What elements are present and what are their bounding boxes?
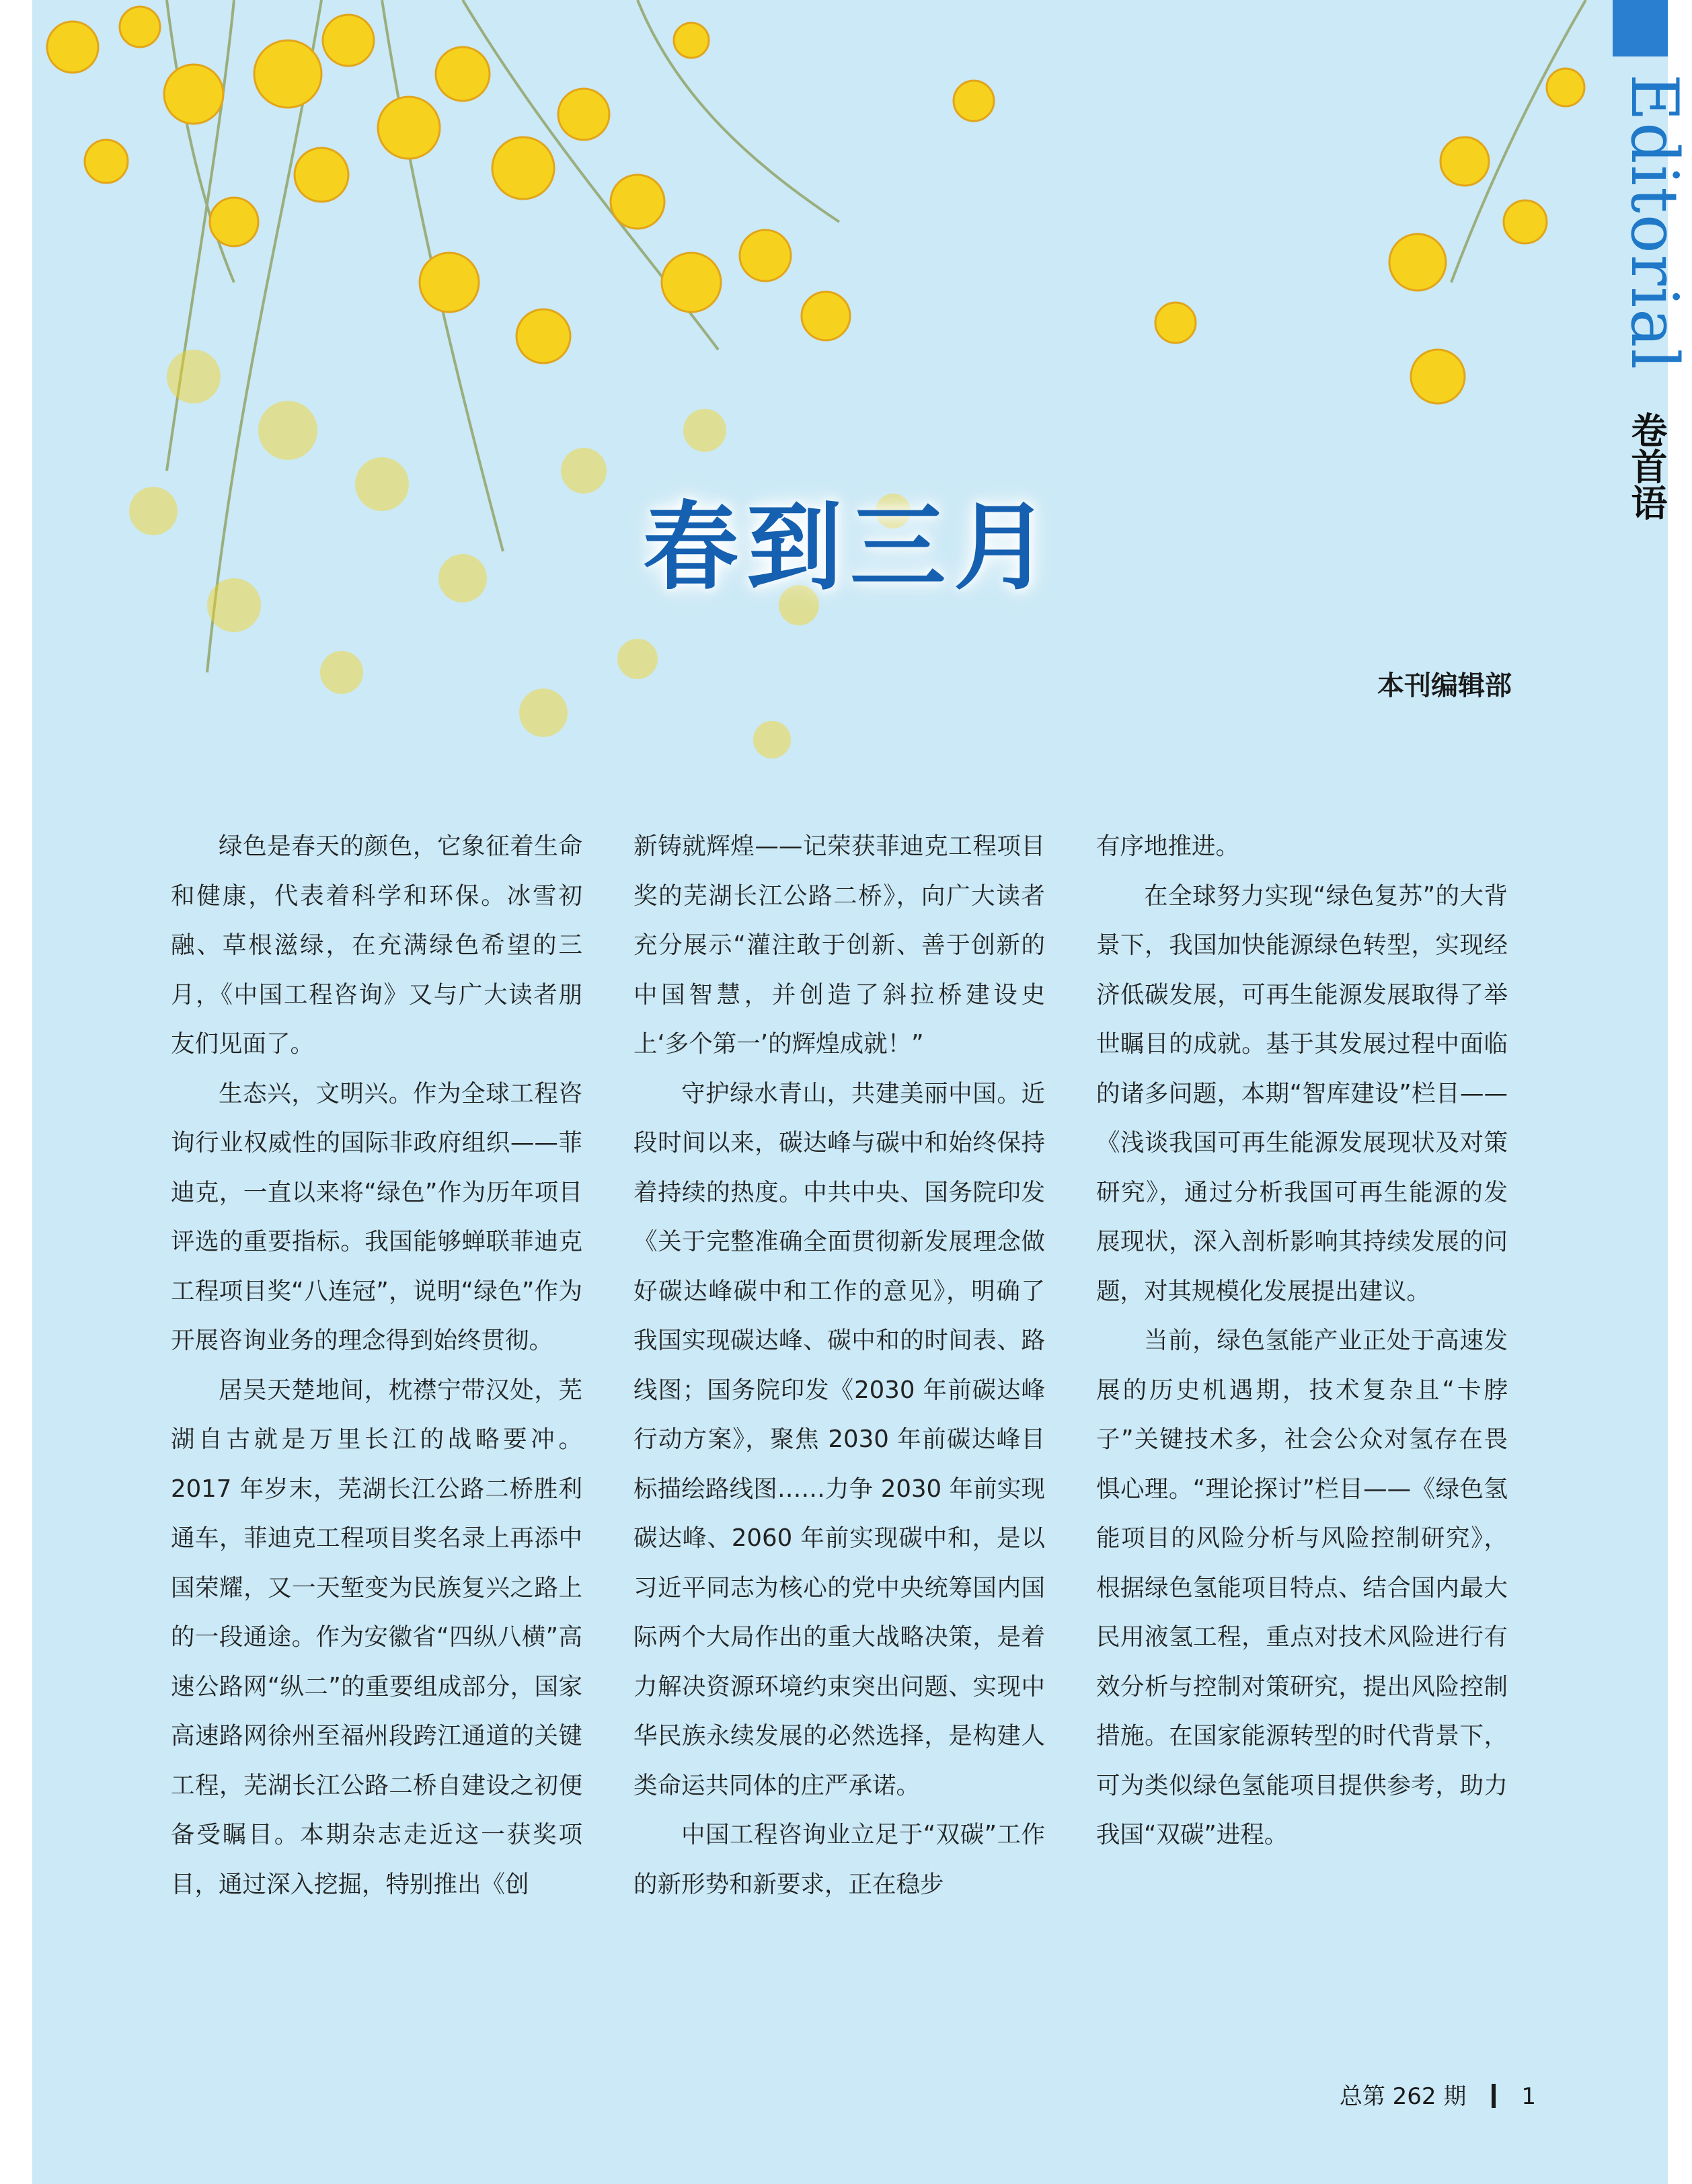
paragraph: 新铸就辉煌——记荣获菲迪克工程项目奖的芜湖长江公路二桥》，向广大读者充分展示“灌注敢于创新、善于创新的中国智慧，并创造了斜拉桥建设史上‘多个第一’的辉煌成就！”	[633, 832, 1045, 1058]
text-column-1	[171, 822, 582, 1909]
footer-divider	[1492, 2084, 1496, 2108]
article-title: 春到三月	[643, 492, 1057, 603]
paragraph: 当前，绿色氢能产业正处于高速发展的历史机遇期，技术复杂且“卡脖子”关键技术多，社会公众对氢存在畏惧心理。“理论探讨”栏目——《绿色氢能项目的风险分析与风险控制研究》，根据绿色氢能项目特点、结合国内最大民用液氢工程，重点对技术风险进行有效分析与控制对策研究，提出风险控制措施。在国家能源转型的时代背景下，可为类似绿色氢能项目提供参考，助力我国“双碳”进程。	[1096, 1327, 1508, 1848]
paragraph: 绿色是春天的颜色，它象征着生命和健康，代表着科学和环保。冰雪初融、草根滋绿，在充满绿色希望的三月，《中国工程咨询》又与广大读者朋友们见面了。	[171, 832, 582, 1058]
section-color-bar	[1613, 0, 1668, 56]
paragraph: 守护绿水青山，共建美丽中国。近段时间以来，碳达峰与碳中和始终保持着持续的热度。中共中央、国务院印发《关于完整准确全面贯彻新发展理念做好碳达峰碳中和工作的意见》，明确了我国实现碳达峰、碳中和的时间表、路线图；国务院印发《2030 年前碳达峰行动方案》，聚焦 2030 年前碳达峰目标描绘路线图……力争 2030 年前实现碳达峰、2060 年前实现碳中和，是以习近平同志为核心的党中央统筹国内国际两个大局作出的重大战略决策，是着力解决资源环境约束突出问题、实现中华民族永续发展的必然选择，是构建人类命运共同体的庄严承诺。	[633, 1079, 1045, 1799]
flower-background	[32, 0, 1668, 841]
issue-number: 总第 262 期	[1339, 2083, 1467, 2110]
section-label-en: Editorial	[1617, 74, 1692, 371]
paragraph: 生态兴，文明兴。作为全球工程咨询行业权威性的国际非政府组织——菲迪克，一直以来将“绿色”作为历年项目评选的重要指标。我国能够蝉联菲迪克工程项目奖“八连冠”，说明“绿色”作为开展咨询业务的理念得到始终贯彻。	[171, 1079, 582, 1354]
section-label-cn: 卷首语	[1625, 412, 1668, 520]
page-footer	[1340, 2078, 1536, 2111]
magazine-page	[32, 0, 1692, 2184]
paragraph: 居吴天楚地间，枕襟宁带汉处，芜湖自古就是万里长江的战略要冲。2017 年岁末，芜湖长江公路二桥胜利通车，菲迪克工程项目奖名录上再添中国荣耀，又一天堑变为民族复兴之路上的一段通途。作为安徽省“四纵八横”高速公路网“纵二”的重要组成部分，国家高速路网徐州至福州段跨江通道的关键工程，芜湖长江公路二桥自建设之初便备受瞩目。本期杂志走近这一获奖项目，通过深入挖掘，特别推出《创	[171, 1376, 582, 1898]
paragraph: 有序地推进。	[1096, 832, 1240, 860]
article-byline: 本刊编辑部	[1377, 670, 1512, 701]
paragraph: 在全球努力实现“绿色复苏”的大背景下，我国加快能源绿色转型，实现经济低碳发展，可再生能源发展取得了举世瞩目的成就。基于其发展过程中面临的诸多问题，本期“智库建设”栏目——《浅谈我国可再生能源发展现状及对策研究》，通过分析我国可再生能源的发展现状，深入剖析影响其持续发展的问题，对其规模化发展提出建议。	[1096, 882, 1508, 1305]
text-column-2	[633, 822, 1045, 1909]
text-column-3	[1096, 822, 1508, 1860]
paragraph: 中国工程咨询业立足于“双碳”工作的新形势和新要求，正在稳步	[633, 1821, 1045, 1898]
page-number: 1	[1521, 2083, 1536, 2110]
